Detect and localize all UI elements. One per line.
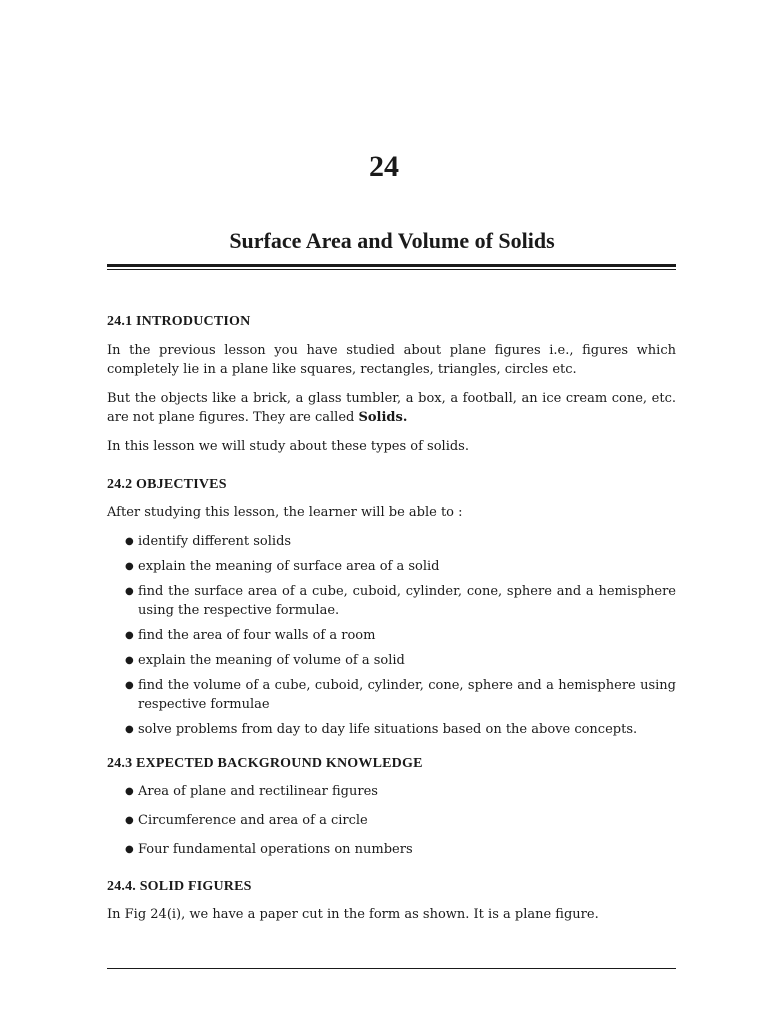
- list-item-text: Four fundamental operations on numbers: [138, 842, 413, 857]
- objectives-lead: After studying this lesson, the learner will be able to :: [107, 505, 463, 520]
- list-item: [107, 676, 676, 714]
- bullet-icon: ●: [125, 630, 134, 641]
- bullet-icon: ●: [125, 536, 134, 547]
- section-heading-objectives: 24.2 OBJECTIVES: [107, 477, 227, 492]
- list-item-text: find the volume of a cube, cuboid, cylinder, cone, sphere and a hemisphere using respective formulae: [138, 678, 676, 712]
- bullet-icon: ●: [125, 680, 134, 691]
- solid-figures-paragraph: In Fig 24(i), we have a paper cut in the form as shown. It is a plane figure.: [107, 907, 599, 922]
- list-item-text: explain the meaning of surface area of a solid: [138, 559, 440, 574]
- list-item-text: solve problems from day to day life situations based on the above concepts.: [138, 722, 638, 737]
- list-item: [107, 557, 676, 576]
- bullet-icon: ●: [125, 844, 134, 855]
- list-item-text: find the surface area of a cube, cuboid, cylinder, cone, sphere and a hemisphere using the respective formulae.: [138, 584, 676, 618]
- list-item-text: Area of plane and rectilinear figures: [138, 784, 378, 799]
- list-item: [107, 811, 676, 830]
- bullet-icon: ●: [125, 561, 134, 572]
- chapter-number: 24: [369, 150, 399, 183]
- title-divider: [107, 264, 676, 270]
- list-item-text: find the area of four walls of a room: [138, 628, 376, 643]
- content-body: [107, 312, 676, 924]
- intro-paragraph-1: In the previous lesson you have studied about plane figures i.e., figures which completely lie in a plane like squares, rectangles, triangles, circles etc.: [107, 343, 676, 377]
- background-list: [107, 782, 676, 859]
- section-heading-background: 24.3 EXPECTED BACKGROUND KNOWLEDGE: [107, 756, 423, 771]
- intro-paragraph-2-text: But the objects like a brick, a glass tumbler, a box, a football, an ice cream cone, etc. are not plane figures. They are called: [107, 391, 676, 425]
- section-heading-solid-figures: 24.4. SOLID FIGURES: [107, 879, 252, 894]
- list-item: [107, 532, 676, 551]
- bullet-icon: ●: [125, 586, 134, 597]
- list-item-text: identify different solids: [138, 534, 292, 549]
- list-item: [107, 651, 676, 670]
- list-item: [107, 626, 676, 645]
- objectives-list: [107, 532, 676, 739]
- footer-divider: [107, 968, 676, 969]
- list-item: [107, 840, 676, 859]
- bullet-icon: ●: [125, 724, 134, 735]
- list-item-text: explain the meaning of volume of a solid: [138, 653, 405, 668]
- list-item: [107, 782, 676, 801]
- intro-paragraph-2: [107, 389, 676, 427]
- bullet-icon: ●: [125, 815, 134, 826]
- solids-term: Solids.: [358, 410, 408, 425]
- chapter-title: Surface Area and Volume of Solids: [229, 228, 555, 253]
- bullet-icon: ●: [125, 786, 134, 797]
- bullet-icon: ●: [125, 655, 134, 666]
- list-item: [107, 582, 676, 620]
- intro-paragraph-3: In this lesson we will study about these types of solids.: [107, 439, 469, 454]
- list-item: [107, 720, 676, 739]
- list-item-text: Circumference and area of a circle: [138, 813, 368, 828]
- section-heading-introduction: 24.1 INTRODUCTION: [107, 314, 251, 329]
